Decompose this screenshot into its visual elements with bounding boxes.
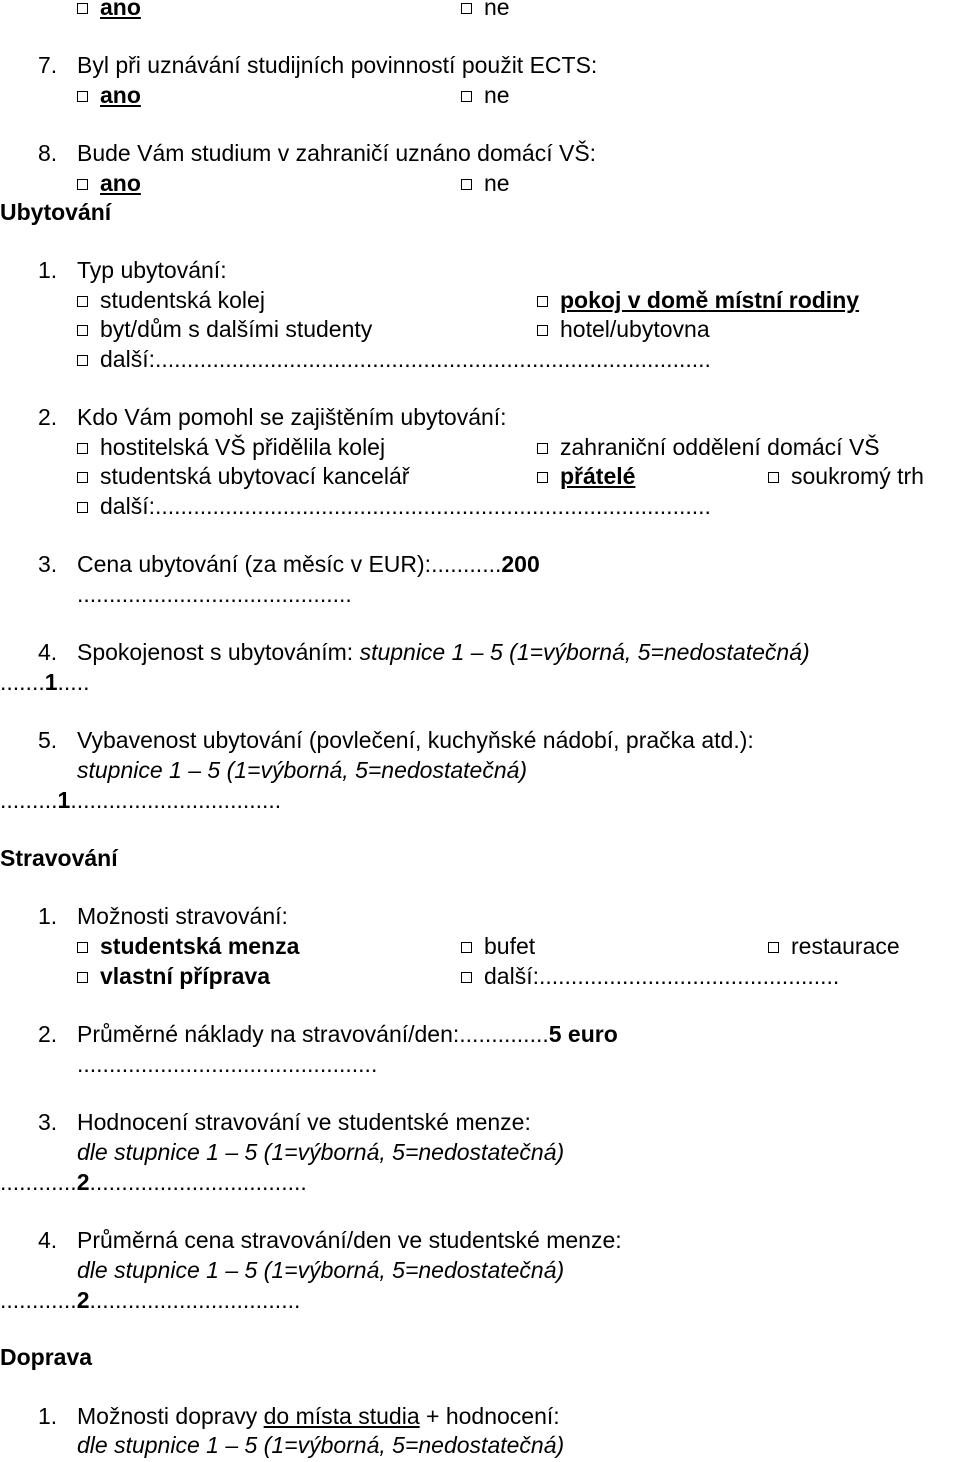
checkbox-icon xyxy=(537,472,548,483)
ubytovani-q1-option-hotel[interactable]: hotel/ubytovna xyxy=(537,315,710,343)
checkbox-icon xyxy=(461,942,472,953)
ubytovani-q5-answer-line: .........1................................. xyxy=(0,787,282,813)
ubytovani-q2-option-zahranicni[interactable]: zahraniční oddělení domácí VŠ xyxy=(537,433,880,461)
ubytovani-q1-option-byt[interactable]: byt/dům s dalšími studenty xyxy=(77,315,372,343)
stravovani-q2-answer: 5 euro xyxy=(548,1021,618,1047)
stravovani-q4-number: 4. xyxy=(38,1227,58,1253)
stravovani-q1-option-restaurace[interactable]: restaurace xyxy=(768,932,900,960)
option-ne[interactable]: ne xyxy=(461,0,510,21)
ubytovani-q1-option-studentska-kolej[interactable]: studentská kolej xyxy=(77,286,265,314)
ubytovani-q2-text: Kdo Vám pomohl se zajištěním ubytování: xyxy=(77,404,507,430)
ubytovani-q3-dotted-line: ........................................... xyxy=(77,581,352,607)
ubytovani-q4-scale: stupnice 1 – 5 (1=výborná, 5=nedostatečná) xyxy=(359,639,810,665)
checkbox-icon xyxy=(77,472,88,483)
checkbox-icon xyxy=(77,502,88,513)
ubytovani-q2-option-soukromy-trh[interactable]: soukromý trh xyxy=(768,462,924,490)
ubytovani-q4-line: Spokojenost s ubytováním: stupnice 1 – 5 (1=výborná, 5=nedostatečná) xyxy=(77,639,810,665)
checkbox-icon xyxy=(537,325,548,336)
section-heading-ubytovani: Ubytování xyxy=(0,199,112,225)
stravovani-q1-option-vlastni[interactable]: vlastní příprava xyxy=(77,962,270,990)
checkbox-icon xyxy=(77,355,88,366)
checkbox-icon xyxy=(77,179,88,190)
ubytovani-q3-answer: 200 xyxy=(501,551,540,577)
ubytovani-q5-number: 5. xyxy=(38,727,58,753)
ubytovani-q3-line: Cena ubytování (za měsíc v EUR):...........200 xyxy=(77,551,540,577)
stravovani-q2-number: 2. xyxy=(38,1021,58,1047)
stravovani-q4-text: Průměrná cena stravování/den ve studentské menze: xyxy=(77,1227,622,1253)
ubytovani-q1-text: Typ ubytování: xyxy=(77,257,227,283)
question-7-text: Byl při uznávání studijních povinností použit ECTS: xyxy=(77,52,598,78)
ubytovani-q2-option-pratele[interactable]: přátelé xyxy=(537,462,635,490)
checkbox-icon xyxy=(461,91,472,102)
checkbox-icon xyxy=(77,443,88,454)
ubytovani-q1-option-pokoj[interactable]: pokoj v domě místní rodiny xyxy=(537,286,859,314)
ubytovani-q2-option-kancelar[interactable]: studentská ubytovací kancelář xyxy=(77,462,409,490)
question-8-number: 8. xyxy=(38,140,58,166)
checkbox-icon xyxy=(768,942,779,953)
checkbox-icon xyxy=(77,91,88,102)
stravovani-q3-answer: 2 xyxy=(76,1169,90,1195)
checkbox-icon xyxy=(77,942,88,953)
question-8-option-ano[interactable]: ano xyxy=(77,169,141,197)
checkbox-icon xyxy=(768,472,779,483)
checkbox-icon xyxy=(77,325,88,336)
checkbox-icon xyxy=(537,296,548,307)
question-7-option-ano[interactable]: ano xyxy=(77,81,141,109)
doprava-q1-number: 1. xyxy=(38,1403,58,1429)
ubytovani-q5-text: Vybavenost ubytování (povlečení, kuchyňské nádobí, pračka atd.): xyxy=(77,727,754,753)
stravovani-q3-number: 3. xyxy=(38,1109,58,1135)
stravovani-q3-text: Hodnocení stravování ve studentské menze: xyxy=(77,1109,531,1135)
stravovani-q4-answer-line: ............2................................. xyxy=(0,1287,301,1313)
question-7-option-ne[interactable]: ne xyxy=(461,81,510,109)
question-8-option-ne[interactable]: ne xyxy=(461,169,510,197)
option-ano[interactable]: ano xyxy=(77,0,141,21)
ubytovani-q4-number: 4. xyxy=(38,639,58,665)
stravovani-q2-line: Průměrné náklady na stravování/den:..............5 euro xyxy=(77,1021,618,1047)
ubytovani-q5-scale: stupnice 1 – 5 (1=výborná, 5=nedostatečná) xyxy=(77,757,528,783)
ubytovani-q2-option-dalsi[interactable]: další:....................................................................................... xyxy=(77,492,711,520)
stravovani-q1-option-menza[interactable]: studentská menza xyxy=(77,932,299,960)
checkbox-icon xyxy=(77,296,88,307)
checkbox-icon xyxy=(461,3,472,14)
checkbox-icon xyxy=(461,972,472,983)
checkbox-icon xyxy=(77,3,88,14)
section-heading-doprava: Doprava xyxy=(0,1344,93,1370)
checkbox-icon xyxy=(77,972,88,983)
ubytovani-q4-answer: 1 xyxy=(44,669,58,695)
stravovani-q1-option-bufet[interactable]: bufet xyxy=(461,932,535,960)
question-7-number: 7. xyxy=(38,52,58,78)
ubytovani-q2-number: 2. xyxy=(38,404,58,430)
stravovani-q4-scale: dle stupnice 1 – 5 (1=výborná, 5=nedostatečná) xyxy=(77,1257,565,1283)
stravovani-q1-number: 1. xyxy=(38,903,58,929)
stravovani-q3-answer-line: ............2.................................. xyxy=(0,1169,307,1195)
doprava-q1-scale: dle stupnice 1 – 5 (1=výborná, 5=nedostatečná) xyxy=(77,1432,565,1458)
checkbox-icon xyxy=(537,443,548,454)
ubytovani-q2-option-hostitelska[interactable]: hostitelská VŠ přidělila kolej xyxy=(77,433,385,461)
stravovani-q2-dotted-line: ............................................... xyxy=(77,1051,378,1077)
section-heading-stravovani: Stravování xyxy=(0,845,118,871)
stravovani-q4-answer: 2 xyxy=(76,1287,90,1313)
ubytovani-q1-number: 1. xyxy=(38,257,58,283)
question-8-text: Bude Vám studium v zahraničí uznáno domácí VŠ: xyxy=(77,140,597,166)
stravovani-q1-text: Možnosti stravování: xyxy=(77,903,288,929)
ubytovani-q1-option-dalsi[interactable]: další:....................................................................................... xyxy=(77,345,711,373)
ubytovani-q4-answer-line: .......1..... xyxy=(0,669,90,695)
ubytovani-q3-number: 3. xyxy=(38,551,58,577)
ubytovani-q5-answer: 1 xyxy=(57,787,71,813)
doprava-q1-text: Možnosti dopravy do místa studia + hodnocení: xyxy=(77,1403,560,1429)
checkbox-icon xyxy=(461,179,472,190)
stravovani-q1-option-dalsi[interactable]: další:............................................... xyxy=(461,962,839,990)
stravovani-q3-scale: dle stupnice 1 – 5 (1=výborná, 5=nedostatečná) xyxy=(77,1139,565,1165)
